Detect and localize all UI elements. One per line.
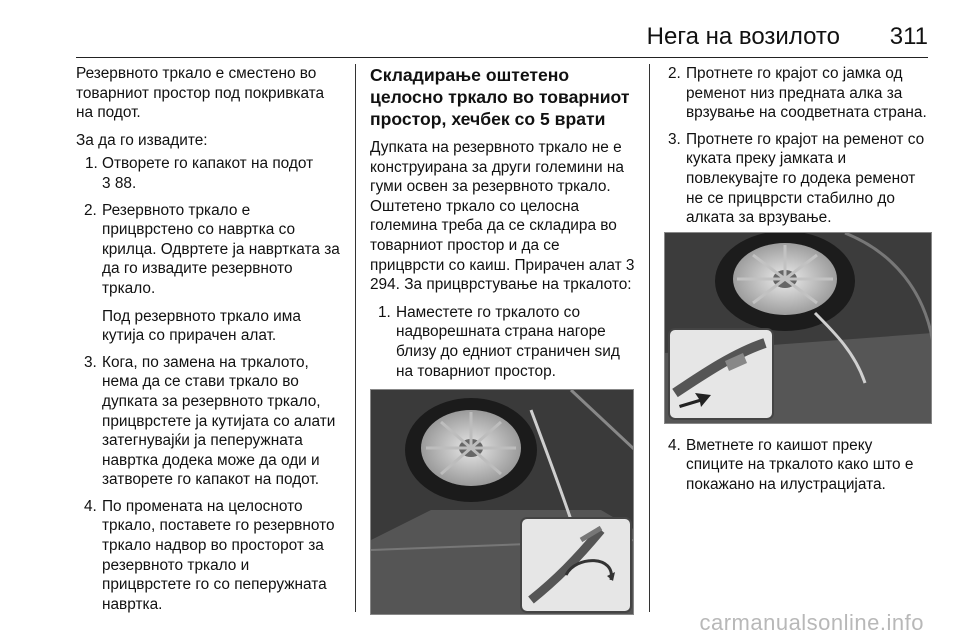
- trunk-wheel-illustration: [370, 389, 634, 615]
- list-item: 1. Отворете го капакот на подот 3 88.: [85, 155, 314, 192]
- step-text: Вметнете го каишот преку спиците на тркалото како што е покажано на илустрацијата.: [686, 436, 914, 493]
- step-text: Протнете го крајот со јамка од ременот низ предната алка за врзување на соодветната страна.: [686, 65, 927, 122]
- column-3: [664, 64, 932, 502]
- strap-illustration: [664, 232, 932, 424]
- column-divider-1: [355, 64, 356, 612]
- step-text: Кога, по замена на тркалото, нема да се стави тркало во дупката за резервното тркало, прицврстете ја кутијата со алати затегнувајќи ја пеперужната навртка додека може да оди и затворете го капакот на подот.: [102, 353, 336, 489]
- page-title: Нега на возилото: [646, 23, 840, 50]
- section-heading: Складирање оштетено целосно тркало во товарниот простор, хечбек со 5 врати: [370, 65, 630, 129]
- section-paragraph: Дупката на резервното тркало не е конструирана за други големини на гуми освен за резервното тркало. Оштетено тркало со целосна големина треба да се складира во товарниот простор и да се прицврсти со каиш. Прирачен алат 3 294. За прицврстување на тркалото:: [370, 139, 635, 294]
- steps-list: [370, 303, 636, 381]
- steps-list: [76, 154, 342, 614]
- column-1: [76, 64, 342, 621]
- column-divider-2: [649, 64, 650, 612]
- page-reference-link[interactable]: 3 88.: [102, 174, 137, 192]
- page-header: [76, 22, 928, 58]
- step-text: Отворете го капакот на подот: [102, 155, 314, 173]
- column-2: [370, 64, 636, 615]
- page-number: 311: [889, 23, 928, 50]
- list-item: 2. Протнете го крајот со јамка од ременот низ предната алка за врзување на соодветната страна.: [668, 65, 927, 122]
- watermark: carmanualsonline.info: [699, 610, 924, 635]
- step-text: Резервното тркало е прицврстено со навртка со крилца. Одвртете ја навртката за да го извадите резервното тркало.: [102, 201, 340, 297]
- list-item: 4. Вметнете го каишот преку спиците на тркалото како што е покажано на илустрацијата.: [668, 436, 914, 493]
- step-text: По промената на целосното тркало, поставете го резервното тркало надвор во просторот за резервното тркало и прицврстете го со пеперужната навртка.: [102, 497, 335, 613]
- steps-list-continued: [664, 436, 932, 495]
- list-item: 3. Протнете го крајот на ременот со куката преку јамката и повлекувајте го додека ременот не се прицврсти стабилно до алката за врзување.: [668, 130, 925, 227]
- list-item: 2. Резервното тркало е прицврстено со навртка со крилца. Одвртете ја навртката за да го извадите резервното тркало. Под резервното тркало има кутија со прирачен алат.: [76, 201, 342, 346]
- lead-paragraph: За да го извадите:: [76, 131, 208, 149]
- list-item: 1. Наместете го тркалото со надворешната страна нагоре близу до едниот страничен sид на товарниот простор.: [378, 303, 620, 380]
- step-text: Протнете го крајот на ременот со куката преку јамката и повлекувајте го додека ременот не се прицврсти стабилно до алката за врзување.: [686, 130, 925, 227]
- steps-list: [664, 64, 932, 228]
- step-text: Наместете го тркалото со надворешната страна нагоре близу до едниот страничен sид на товарниот простор.: [396, 303, 620, 380]
- list-item: 3. Кога, по замена на тркалото, нема да се стави тркало во дупката за резервното тркало, прицврстете ја кутијата со алати затегнувајќи ја пеперужната навртка додека може да оди и затворете го капакот на подот.: [84, 353, 336, 489]
- list-item: 4. По промената на целосното тркало, поставете го резервното тркало надвор во просторот за резервното тркало и прицврстете го со пеперужната навртка.: [84, 497, 335, 613]
- intro-paragraph: Резервното тркало е сместено во товарниот простор под покривката на подот.: [76, 65, 325, 122]
- step-note: Под резервното тркало има кутија со прирачен алат.: [102, 307, 301, 345]
- header-rule: [76, 57, 928, 58]
